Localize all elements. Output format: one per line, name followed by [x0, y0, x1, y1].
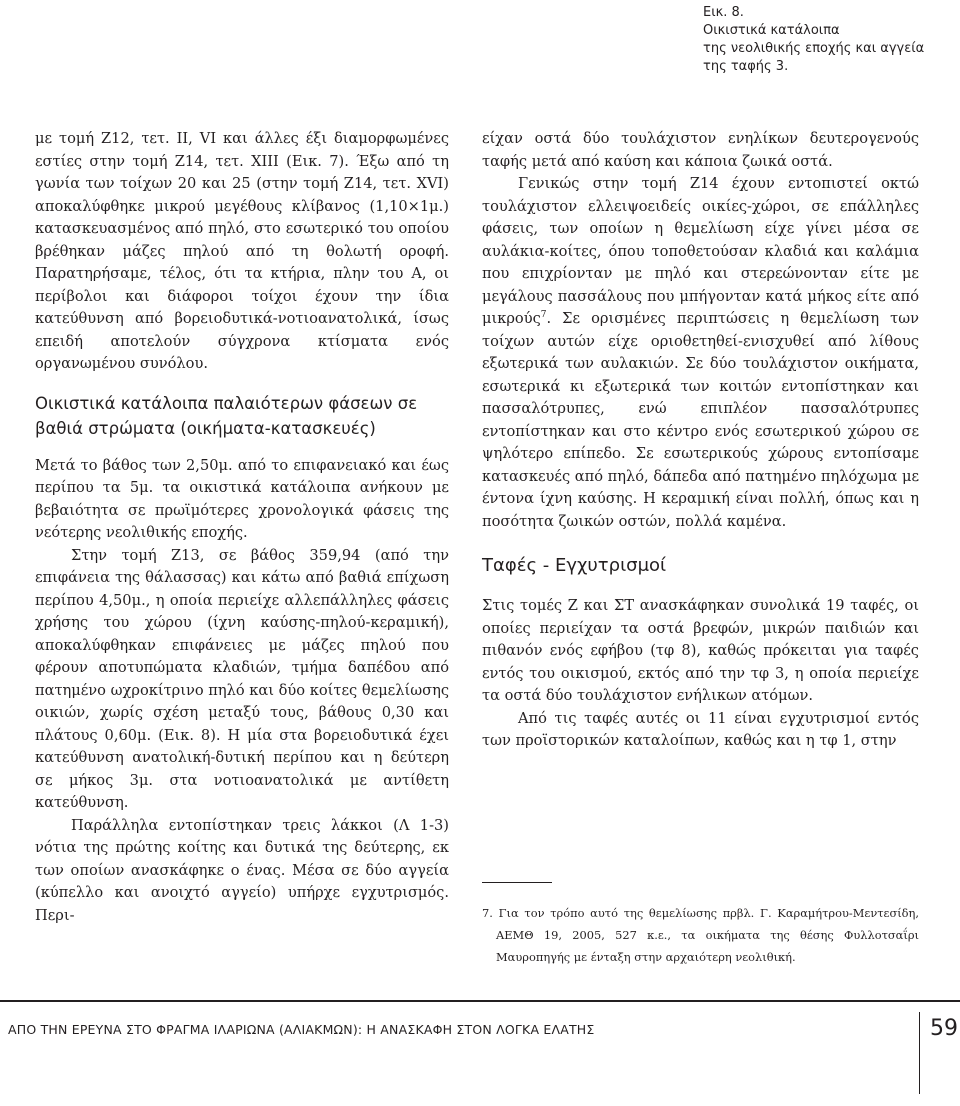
footnote [482, 902, 919, 968]
running-title: ΑΠΟ ΤΗΝ ΕΡΕΥΝΑ ΣΤΟ ΦΡΑΓΜΑ ΙΛΑΡΙΩΝΑ (ΑΛΙΑΚΜΩΝ): Η ΑΝΑΣΚΑΦΗ ΣΤΟΝ ΛΟΓΚΑ ΕΛΑΤΗΣ [8, 1022, 595, 1037]
paragraph: με τομή Ζ12, τετ. ΙΙ, VI και άλλες έξι διαμορφωμένες εστίες στην τομή Ζ14, τετ. ΧΙΙΙ (Εικ. 7). Έξω από τη γωνία των τοίχων 20 και 25 (στην τομή Ζ14, τετ. XVI) αποκαλύφθηκε μικρού μεγέθους κλίβανος (1,10×1μ.) κατασκευασμένος από πηλό, στο εσωτερικό του οποίου βρέθηκαν μάζες πηλού από τη θολωτή οροφή. Παρατηρήσαμε, τέλος, ότι τα κτήρια, πλην του Α, οι περίβολοι και διάφοροι τοίχοι έχουν την ίδια κατεύθυνση από βορειοδυτικά-νοτιοανατολικά, ίσως επειδή αποτελούν σύγχρονα κτίσματα ενός οργανωμένου συνόλου. [35, 130, 449, 372]
paragraph: Στις τομές Ζ και ΣΤ ανασκάφηκαν συνολικά 19 ταφές, οι οποίες περιείχαν τα οστά βρεφών, μικρών παιδιών και πιθανόν ενός εφήβου (τφ 8), καθώς πρόκειται για ταφές εντός του οικισμού, εκτός από την τφ 3, η οποία περιείχε τα οστά δύο τουλάχιστον ενήλικων ατόμων. [482, 597, 919, 704]
left-column [35, 128, 449, 927]
caption-line: της ταφής 3. [703, 59, 789, 74]
paragraph: είχαν οστά δύο τουλάχιστον ενηλίκων δευτερογενούς ταφής μετά από καύση και κάποια ζωικά οστά. [482, 130, 919, 170]
footnote-reference[interactable]: 7 [540, 310, 547, 321]
paragraph-text: Γενικώς στην τομή Ζ14 έχουν εντοπιστεί οκτώ τουλάχιστον ελλειψοειδείς οικίες-χώροι, σε επάλληλες φάσεις, των οποίων η θεμελίωση είχε γίνει μέσα σε αυλάκια-κοίτες, όπου τοποθετούσαν κλαδιά και καλάμια που επιχρίονταν με πηλό και στερεώνονταν είτε με μεγάλους πασσάλους που μπήγονταν κατά μήκος είτε από μικρούς [482, 175, 919, 327]
page-number-divider [919, 1012, 920, 1094]
figure-caption [703, 4, 955, 76]
footnote-text: 7. Για τον τρόπο αυτό της θεμελίωσης πρβλ. Γ. Καραμήτρου-Μεντεσίδη, ΑΕΜΘ 19, 2005, 527 κ.ε., τα οικήματα της θέσης Φυλλοτσαΐρι Μαυροπηγής με ένταξη στην αρχαιότερη νεολιθική. [482, 906, 919, 964]
footer-divider [0, 1000, 960, 1002]
caption-line: της νεολιθικής εποχής και αγγεία [703, 41, 925, 56]
paragraph [482, 173, 919, 533]
caption-line: Οικιστικά κατάλοιπα [703, 23, 840, 38]
section-heading: Οικιστικά κατάλοιπα παλαιότερων φάσεων σε βαθιά στρώματα (οικήματα-κατασκευές) [35, 393, 418, 438]
paragraph: Από τις ταφές αυτές οι 11 είναι εγχυτρισμοί εντός των προϊστορικών καταλοίπων, καθώς και η τφ 1, στην [482, 709, 919, 749]
section-heading: Ταφές - Εγχυτρισμοί [482, 555, 667, 576]
paragraph-text: . Σε ορισμένες περιπτώσεις η θεμελίωση των τοίχων αυτών είχε οριοθετηθεί-ενισχυθεί από λίθους εξωτερικά των αυλακιών. Σε δύο τουλάχιστον οικήματα, εσωτερικά κι εξωτερικά των κοιτών εντοπίστηκαν και πασσαλότρυπες, ενώ επιπλέον πασσαλότρυπες εντοπίστηκαν και στο κέντρο ενός εσωτερικού χώρου σε ψηλότερο επίπεδο. Σε εσωτερικούς χώρους εντοπίσαμε κατασκευές από πηλό, δάπεδα από πατημένο πηλόχωμα με έντονα ίχνη καύσης. Η κεραμική είναι πολλή, όπως και η ποσότητα ζωικών οστών, πολλά καμένα. [482, 310, 920, 530]
paragraph: Στην τομή Ζ13, σε βάθος 359,94 (από την επιφάνεια της θάλασσας) και κάτω από βαθιά επίχωση περίπου 4,50μ., η οποία περιείχε αλλεπάλληλες φάσεις χρήσης του χώρου (ίχνη καύσης-πηλού-κεραμική), αποκαλύφθηκαν επιφάνειες με μάζες πηλού που φέρουν αποτυπώματα κλαδιών, τμήμα δαπέδου από πατημένο ωχροκίτρινο πηλό και δύο κοίτες θεμελίωσης οικιών, χωρίς σχέση μεταξύ τους, βάθους 0,30 και πλάτους 0,60μ. (Εικ. 8). Η μία στα βορειοδυτικά έχει κατεύθυνση ανατολική-δυτική περίπου και η δεύτερη σε μήκος 3μ. στα νοτιοανατολικά με αντίθετη κατεύθυνση. [35, 546, 449, 811]
right-column [482, 128, 919, 753]
page-number: 59 [930, 1016, 958, 1041]
caption-figure-number: Εικ. 8. [703, 5, 744, 20]
footnote-divider [482, 882, 552, 883]
paragraph: Μετά το βάθος των 2,50μ. από το επιφανειακό και έως περίπου τα 5μ. τα οικιστικά κατάλοιπα ανήκουν με βεβαιότητα σε πρωϊμότερες χρονολογικά φάσεις της νεότερης νεολιθικής εποχής. [35, 456, 449, 541]
paragraph: Παράλληλα εντοπίστηκαν τρεις λάκκοι (Λ 1-3) νότια της πρώτης κοίτης και δυτικά της δεύτερης, εκ των οποίων ανασκάφηκε ο ένας. Μέσα σε δύο αγγεία (κύπελλο και ανοιχτό αγγείο) υπήρχε εγχυτρισμός. Περι- [35, 816, 449, 924]
